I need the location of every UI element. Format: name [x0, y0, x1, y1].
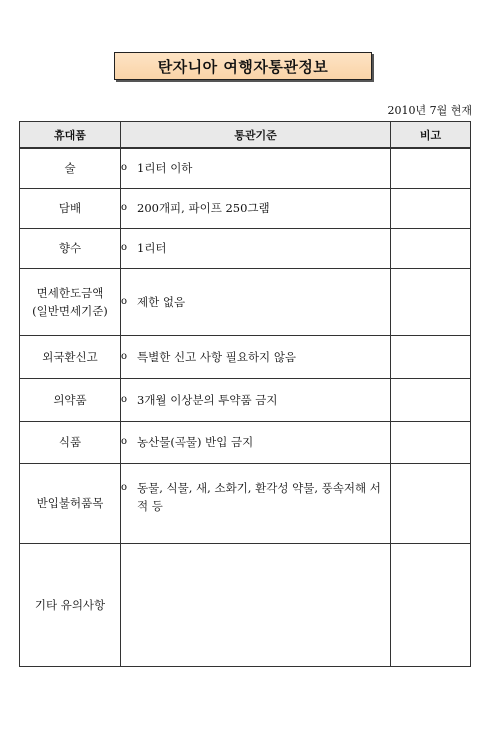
- bullet-marker: o: [121, 436, 128, 447]
- row-item: 의약품: [20, 378, 121, 421]
- row-item: 향수: [20, 228, 121, 268]
- bullet-marker: o: [121, 162, 128, 174]
- table-row: [20, 421, 471, 463]
- row-item: 술: [20, 148, 121, 188]
- row-note: [391, 148, 471, 188]
- bullet-marker: o: [121, 295, 128, 307]
- row-item: 식품: [20, 421, 121, 463]
- row-note: [391, 335, 471, 378]
- row-rule-text: 농산물(곡물) 반입 금지: [137, 435, 254, 449]
- row-note: [391, 463, 471, 543]
- row-rule-text: 특별한 신고 사항 필요하지 않음: [137, 349, 297, 364]
- row-item: 기타 유의사항: [20, 543, 121, 666]
- bullet-marker: o: [121, 350, 128, 362]
- customs-table: [19, 121, 471, 667]
- row-rule-text: 200개피, 파이프 250그램: [137, 201, 270, 215]
- row-item: 면세한도금액 (일반면세기준): [20, 268, 121, 335]
- table-row: [20, 148, 471, 188]
- table-row: [20, 228, 471, 268]
- row-rule-text: 1리터 이하: [137, 161, 193, 176]
- page-title-text: 탄자니아 여행자통관정보: [157, 57, 329, 76]
- row-rule: [121, 268, 391, 335]
- header-note: 비고: [391, 122, 471, 149]
- table-row: [20, 378, 471, 421]
- table-row: [20, 463, 471, 543]
- table-row: [20, 543, 471, 666]
- row-rule: [121, 148, 391, 188]
- row-rule: [121, 463, 391, 543]
- row-rule: [121, 543, 391, 666]
- row-note: [391, 188, 471, 228]
- date-note: 2010년 7월 현재: [387, 104, 472, 117]
- header-item: 휴대품: [20, 122, 121, 149]
- row-rule: [121, 378, 391, 421]
- row-rule: [121, 188, 391, 228]
- row-rule: [121, 228, 391, 268]
- bullet-marker: o: [121, 202, 128, 213]
- row-note: [391, 268, 471, 335]
- bullet-marker: o: [121, 481, 128, 493]
- row-item: 외국환신고: [20, 335, 121, 378]
- bullet-marker: o: [121, 242, 128, 253]
- table-header-row: [20, 122, 471, 149]
- row-item: 반입불허품목: [20, 463, 121, 543]
- row-note: [391, 228, 471, 268]
- row-rule-text: 1리터: [137, 241, 167, 255]
- row-item: 담배: [20, 188, 121, 228]
- row-rule-text: 3개월 이상분의 투약품 금지: [137, 392, 278, 407]
- page-title: [114, 52, 372, 80]
- header-rule: 통관기준: [121, 122, 391, 149]
- row-rule-text: 제한 없음: [137, 294, 186, 309]
- row-rule-text: 동물, 식물, 새, 소화기, 환각성 약물, 풍속저해 서적 등: [137, 480, 381, 513]
- row-note: [391, 543, 471, 666]
- table-row: [20, 335, 471, 378]
- row-note: [391, 421, 471, 463]
- bullet-marker: o: [121, 393, 128, 405]
- table-row: [20, 188, 471, 228]
- row-note: [391, 378, 471, 421]
- table-row: [20, 268, 471, 335]
- row-rule: [121, 335, 391, 378]
- row-rule: [121, 421, 391, 463]
